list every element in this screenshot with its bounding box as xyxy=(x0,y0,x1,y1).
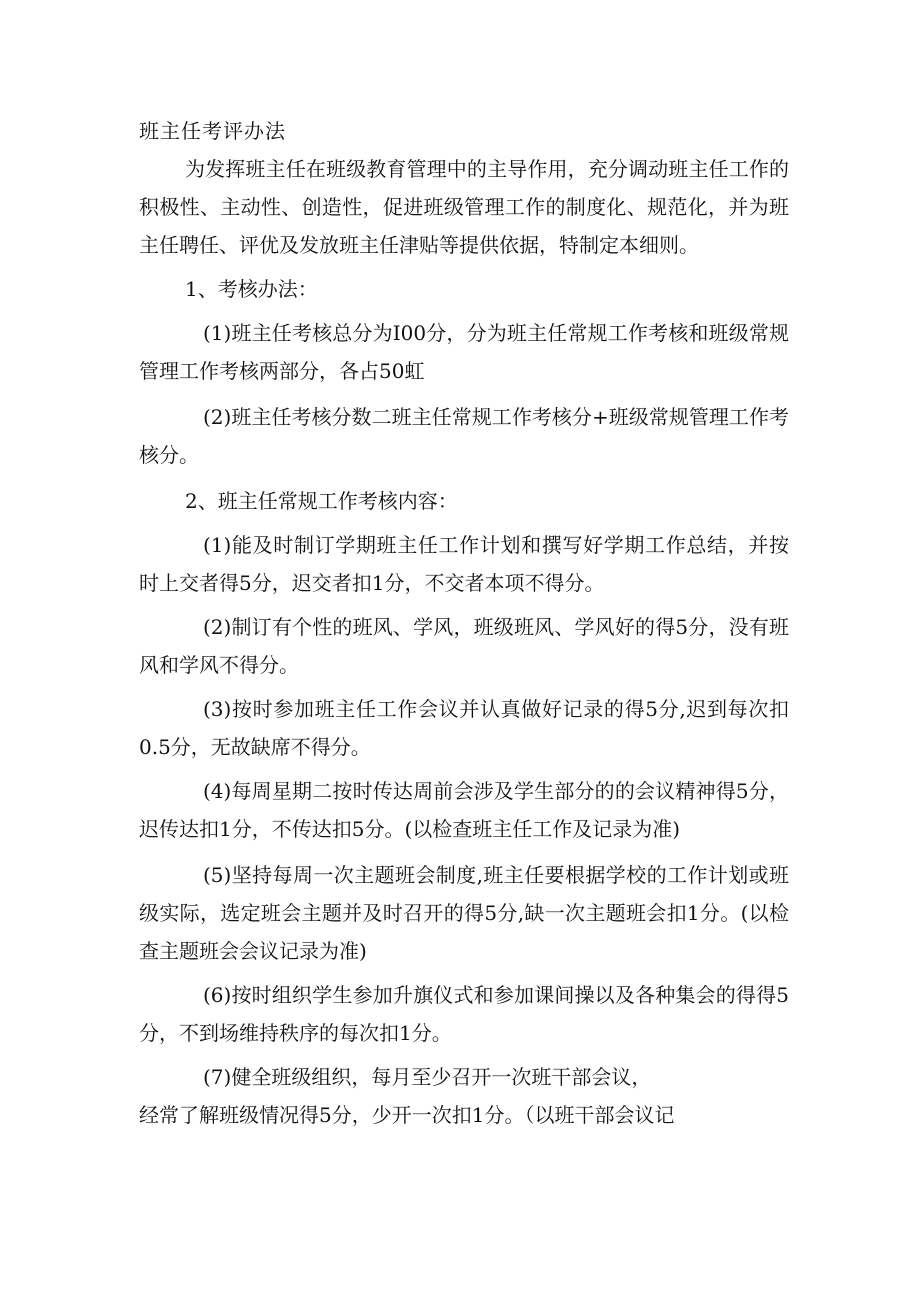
section-1-item-2: (2)班主任考核分数二班主任常规工作考核分+班级常规管理工作考核分。 xyxy=(139,405,789,467)
section-2-item-5: (5)坚持每周一次主题班会制度,班主任要根据学校的工作计划或班级实际，选定班会主题并及时召开的得5分,缺一次主题班会扣1分。(以检查主题班会会议记录为准) xyxy=(139,863,789,963)
section-2-item-6: (6)按时组织学生参加升旗仪式和参加课间操以及各种集会的得得5分，不到场维持秩序的每次扣1分。 xyxy=(139,983,789,1045)
section-2-item-7-line-1: (7)健全班级组织，每月至少召开一次班干部会议， xyxy=(203,1065,652,1089)
section-2-heading: 2、班主任常规工作考核内容： xyxy=(185,489,458,513)
section-2-item-7-line-2: 经常了解班级情况得5分，少开一次扣1分。（以班干部会议记 xyxy=(139,1103,675,1127)
document-body xyxy=(139,112,789,1134)
section-2-item-4: (4)每周星期二按时传达周前会涉及学生部分的的会议精神得5分，迟传达扣1分，不传达扣5分。(以检查班主任工作及记录为准) xyxy=(139,779,789,841)
section-1-heading: 1、考核办法： xyxy=(185,277,318,301)
section-2-item-1: (1)能及时制订学期班主任工作计划和撰写好学期工作总结，并按时上交者得5分，迟交者扣1分，不交者本项不得分。 xyxy=(139,533,789,595)
document-title: 班主任考评办法 xyxy=(139,119,286,143)
section-2-item-2: (2)制订有个性的班风、学风，班级班风、学风好的得5分，没有班风和学风不得分。 xyxy=(139,615,789,677)
section-2-item-3: (3)按时参加班主任工作会议并认真做好记录的得5分,迟到每次扣0.5分，无故缺席不得分。 xyxy=(139,697,789,759)
section-1-item-1: (1)班主任考核总分为I00分，分为班主任常规工作考核和班级常规管理工作考核两部分，各占50虹 xyxy=(139,321,789,383)
intro-paragraph: 为发挥班主任在班级教育管理中的主导作用，充分调动班主任工作的积极性、主动性、创造性，促进班级管理工作的制度化、规范化，并为班主任聘任、评优及发放班主任津贴等提供依据，特制定本细则。 xyxy=(139,157,789,257)
